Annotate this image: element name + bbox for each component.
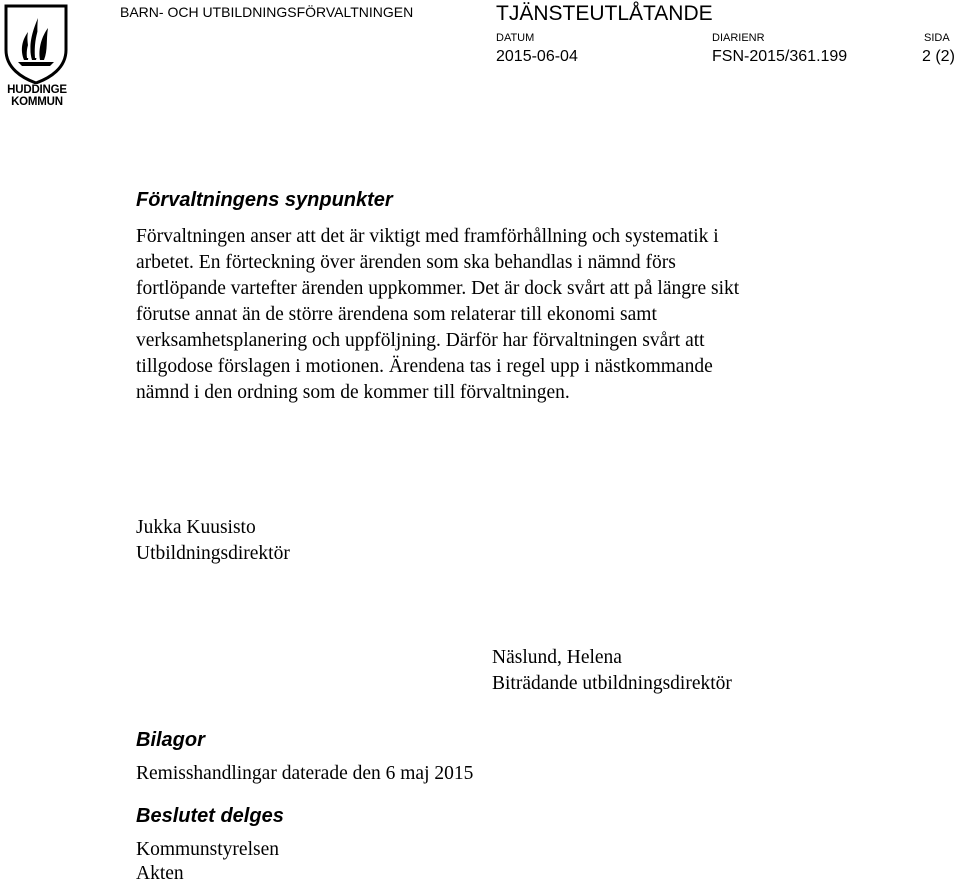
department-name: BARN- OCH UTBILDNINGSFÖRVALTNINGEN <box>120 4 414 20</box>
body-line: fortlöpande vartefter ärenden uppkommer. Det är dock svårt att på längre sikt <box>136 278 740 299</box>
body-line: nämnd i den ordning som de kommer till förvaltningen. <box>136 382 570 403</box>
signatory-title: Utbildningsdirektör <box>136 543 290 564</box>
page-label: SIDA <box>924 32 950 44</box>
body-line: arbetet. En förteckning över ärenden som ska behandlas i nämnd förs <box>136 252 676 273</box>
document-type: TJÄNSTEUTLÅTANDE <box>496 2 713 25</box>
co-signatory-name: Näslund, Helena <box>492 647 622 668</box>
distribution-item: Kommunstyrelsen <box>136 839 279 860</box>
body-line: verksamhetsplanering och uppföljning. Därför har förvaltningen svårt att <box>136 330 705 351</box>
logo-line-2: KOMMUN <box>11 96 63 108</box>
attachments-heading: Bilagor <box>136 729 205 751</box>
municipality-logo <box>4 4 68 106</box>
attachment-item: Remisshandlingar daterade den 6 maj 2015 <box>136 763 474 784</box>
body-line: Förvaltningen anser att det är viktigt med framförhållning och systematik i <box>136 226 719 247</box>
logo-line-1: HUDDINGE <box>7 84 67 96</box>
body-line: tillgodose förslagen i motionen. Ärendena tas i regel upp i nästkommande <box>136 356 713 377</box>
distribution-heading: Beslutet delges <box>136 805 284 827</box>
body-line: förutse annat än de större ärendena som relaterar till ekonomi samt <box>136 304 657 325</box>
date-label: DATUM <box>496 32 535 44</box>
distribution-item: Akten <box>136 863 184 884</box>
section-body <box>136 224 836 406</box>
diary-number-label: DIARIENR <box>712 32 765 44</box>
diary-number-value: FSN-2015/361.199 <box>712 48 848 65</box>
signatory-name: Jukka Kuusisto <box>136 517 256 538</box>
co-signatory-title: Biträdande utbildningsdirektör <box>492 673 732 694</box>
coat-of-arms-icon <box>4 4 68 84</box>
date-value: 2015-06-04 <box>496 48 578 65</box>
page-number-value: 2 (2) <box>922 48 955 65</box>
section-heading: Förvaltningens synpunkter <box>136 189 393 211</box>
